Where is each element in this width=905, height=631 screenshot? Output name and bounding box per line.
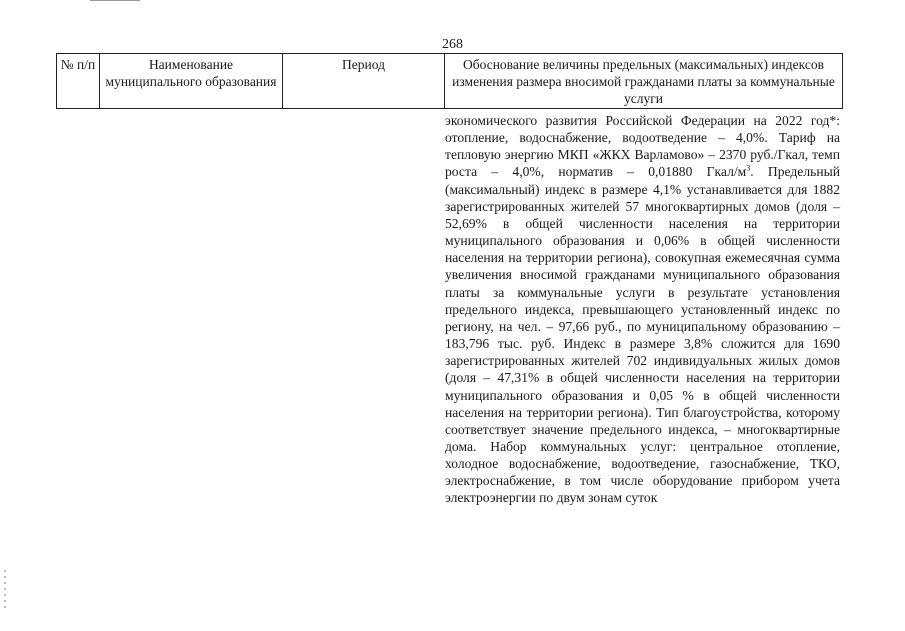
table-header (56, 53, 843, 109)
justification-paragraph (445, 112, 840, 507)
header-cell-justification: Обоснование величины предельных (максимальных) индексов изменения размера вносимой гражданами платы за коммунальные услуги (452, 57, 835, 106)
header-cell-period: Период (283, 54, 445, 108)
scan-artifact-margin (4, 570, 6, 610)
justification-text (445, 112, 840, 507)
scan-artifact-line (90, 0, 140, 1)
page-number: 268 (442, 37, 463, 52)
text-part-1: экономического развития Российской Федерации на 2022 год*: отопление, водоснабжение, водоотведение – 4,0%. Тариф на тепловую энергию МКП «ЖКХ Варламово» – 2370 руб./Гкал, темп роста – 4,0%, норматив – 0,01880 Гкал/м (445, 113, 840, 180)
header-cell-name: Наименование муниципального образования (100, 54, 283, 108)
text-part-2: . Предельный (максимальный) индекс в размере 4,1% устанавливается для 1882 зарегистрированных жителей 57 многоквартирных домов (доля – 52,69% в общей численности населения на территории муниципального образования и 0,06% в общей численности населения на территории региона), совокупная ежемесячная сумма увеличения вносимой гражданами муниципального образования платы за коммунальные услуги в результате установления предельного индекса, превышающего установленный индекс по региону, на чел. – 97,66 руб., по муниципальному образованию – 183,796 тыс. руб. Индекс в размере 3,8% сложится для 1690 зарегистрированных жителей 702 индивидуальных жилых домов (доля – 47,31% в общей численности населения на территории муниципального образования и 0,05 % в общей численности населения на территории региона). Тип благоустройства, которому соответствует значение предельного индекса, – многоквартирные дома. Набор коммунальных услуг: центральное отопление, холодное водоснабжение, водоотведение, газоснабжение, ТКО, электроснабжение, в том числе оборудование прибором учета электроэнергии по двум зонам суток (445, 164, 840, 506)
header-cell-number: № п/п (57, 54, 100, 108)
superscript-unit: 3 (746, 163, 751, 173)
